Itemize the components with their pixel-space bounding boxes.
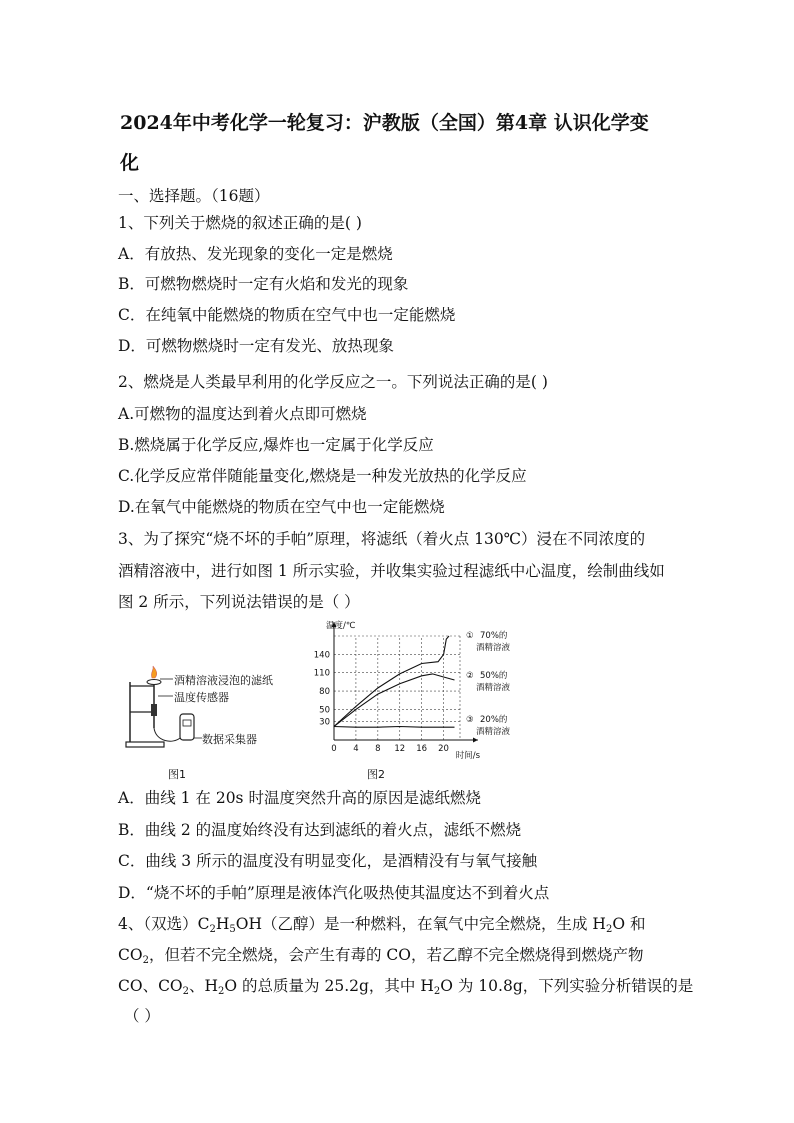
y-tick-label: 50 (319, 705, 330, 716)
question-4-stem-line-1: 4、（双选）$C_2H_5OH$（乙醇）是一种燃料，在氧气中完全燃烧，生成 $H_2O$ 和 (118, 915, 646, 935)
section-heading: 一、选择题。（16题） (118, 187, 270, 205)
title-line-1: 2024年中考化学一轮复习：沪教版（全国）第4章 认识化学变 (120, 112, 649, 134)
question-3-figures (118, 616, 588, 786)
question-3-option-a: A．曲线 1 在 20s 时温度突然升高的原因是滤纸燃烧 (118, 789, 481, 807)
question-2-stem: 2、燃烧是人类最早利用的化学反应之一。下列说法正确的是( ) (118, 373, 548, 391)
figure-1-label-filter-paper: 酒精溶液浸泡的滤纸 (174, 674, 273, 687)
question-2-option-c: C.化学反应常伴随能量变化,燃烧是一种发光放热的化学反应 (118, 467, 527, 485)
x-tick-label: 4 (353, 744, 359, 754)
question-1-option-c: C．在纯氧中能燃烧的物质在空气中也一定能燃烧 (118, 306, 456, 324)
series-line-2 (334, 674, 455, 727)
figure-1-label-sensor: 温度传感器 (174, 691, 229, 704)
series-label-line2-3: 酒精溶液 (476, 727, 511, 737)
figure-2-caption: 图2 (367, 768, 385, 781)
question-3-stem-line-2: 酒精溶液中，进行如图 1 所示实验，并收集实验过程滤纸中心温度，绘制曲线如 (118, 562, 665, 580)
x-tick-label: 16 (416, 744, 428, 754)
series-line-3 (334, 727, 455, 728)
question-3-stem-line-1: 3、为了探究“烧不坏的手帕”原理，将滤纸（着火点 130℃）浸在不同浓度的 (118, 530, 646, 548)
question-1-option-a: A．有放热、发光现象的变化一定是燃烧 (118, 245, 393, 263)
question-3-stem-line-3: 图 2 所示，下列说法错误的是（ ） (118, 593, 360, 611)
title-line-2: 化 (120, 152, 140, 174)
figure-1-caption: 图1 (168, 768, 186, 781)
y-tick-label: 30 (319, 717, 330, 728)
series-label-line1-2: 50%的 (480, 671, 508, 681)
series-marker-3: ③ (466, 715, 474, 725)
question-2-option-b: B.燃烧属于化学反应,爆炸也一定属于化学反应 (118, 436, 434, 454)
question-4-answer-bracket: （ ） (124, 1007, 160, 1025)
y-tick-label: 80 (319, 687, 330, 698)
question-1-stem: 1、下列关于燃烧的叙述正确的是( ) (118, 214, 362, 232)
question-3-option-b: B．曲线 2 的温度始终没有达到滤纸的着火点，滤纸不燃烧 (118, 821, 522, 839)
question-2-option-d: D.在氧气中能燃烧的物质在空气中也一定能燃烧 (118, 498, 445, 516)
question-4-stem-line-3: CO、$CO_2$、$H_2O$ 的总质量为 25.2g，其中 $H_2O$ 为 10.8g，下列实验分析错误的是 (118, 977, 694, 997)
question-3-option-c: C．曲线 3 所示的温度没有明显变化，是酒精没有与氧气接触 (118, 852, 538, 870)
x-tick-label: 8 (375, 744, 381, 754)
figure-2-chart (288, 616, 588, 786)
series-label-line2-1: 酒精溶液 (476, 643, 511, 653)
x-axis-arrow (473, 738, 478, 743)
y-axis-label: 温度/℃ (326, 621, 356, 631)
x-tick-label: 0 (331, 744, 337, 754)
question-1-option-d: D．可燃物燃烧时一定有发光、放热现象 (118, 337, 394, 355)
y-tick-label: 140 (313, 650, 330, 661)
series-label-line1-1: 70%的 (480, 631, 508, 641)
x-tick-label: 12 (394, 744, 406, 754)
series-label-line2-2: 酒精溶液 (476, 683, 511, 693)
series-label-line1-3: 20%的 (480, 715, 508, 725)
series-marker-1: ① (466, 631, 474, 641)
question-2-option-a: A.可燃物的温度达到着火点即可燃烧 (118, 405, 367, 423)
figure-1-label-collector: 数据采集器 (202, 733, 257, 746)
document-title (120, 103, 700, 174)
x-tick-label: 20 (438, 744, 449, 754)
y-tick-label: 110 (313, 668, 330, 679)
question-1-option-b: B．可燃物燃烧时一定有火焰和发光的现象 (118, 275, 409, 293)
x-axis-label: 时间/s (455, 751, 480, 761)
question-3-option-d: D．“烧不坏的手帕”原理是液体汽化吸热使其温度达不到着火点 (118, 884, 550, 902)
question-4-stem-line-2: $CO_2$，但若不完全燃烧，会产生有毒的 CO，若乙醇不完全燃烧得到燃烧产物 (118, 946, 644, 966)
series-marker-2: ② (466, 671, 474, 681)
